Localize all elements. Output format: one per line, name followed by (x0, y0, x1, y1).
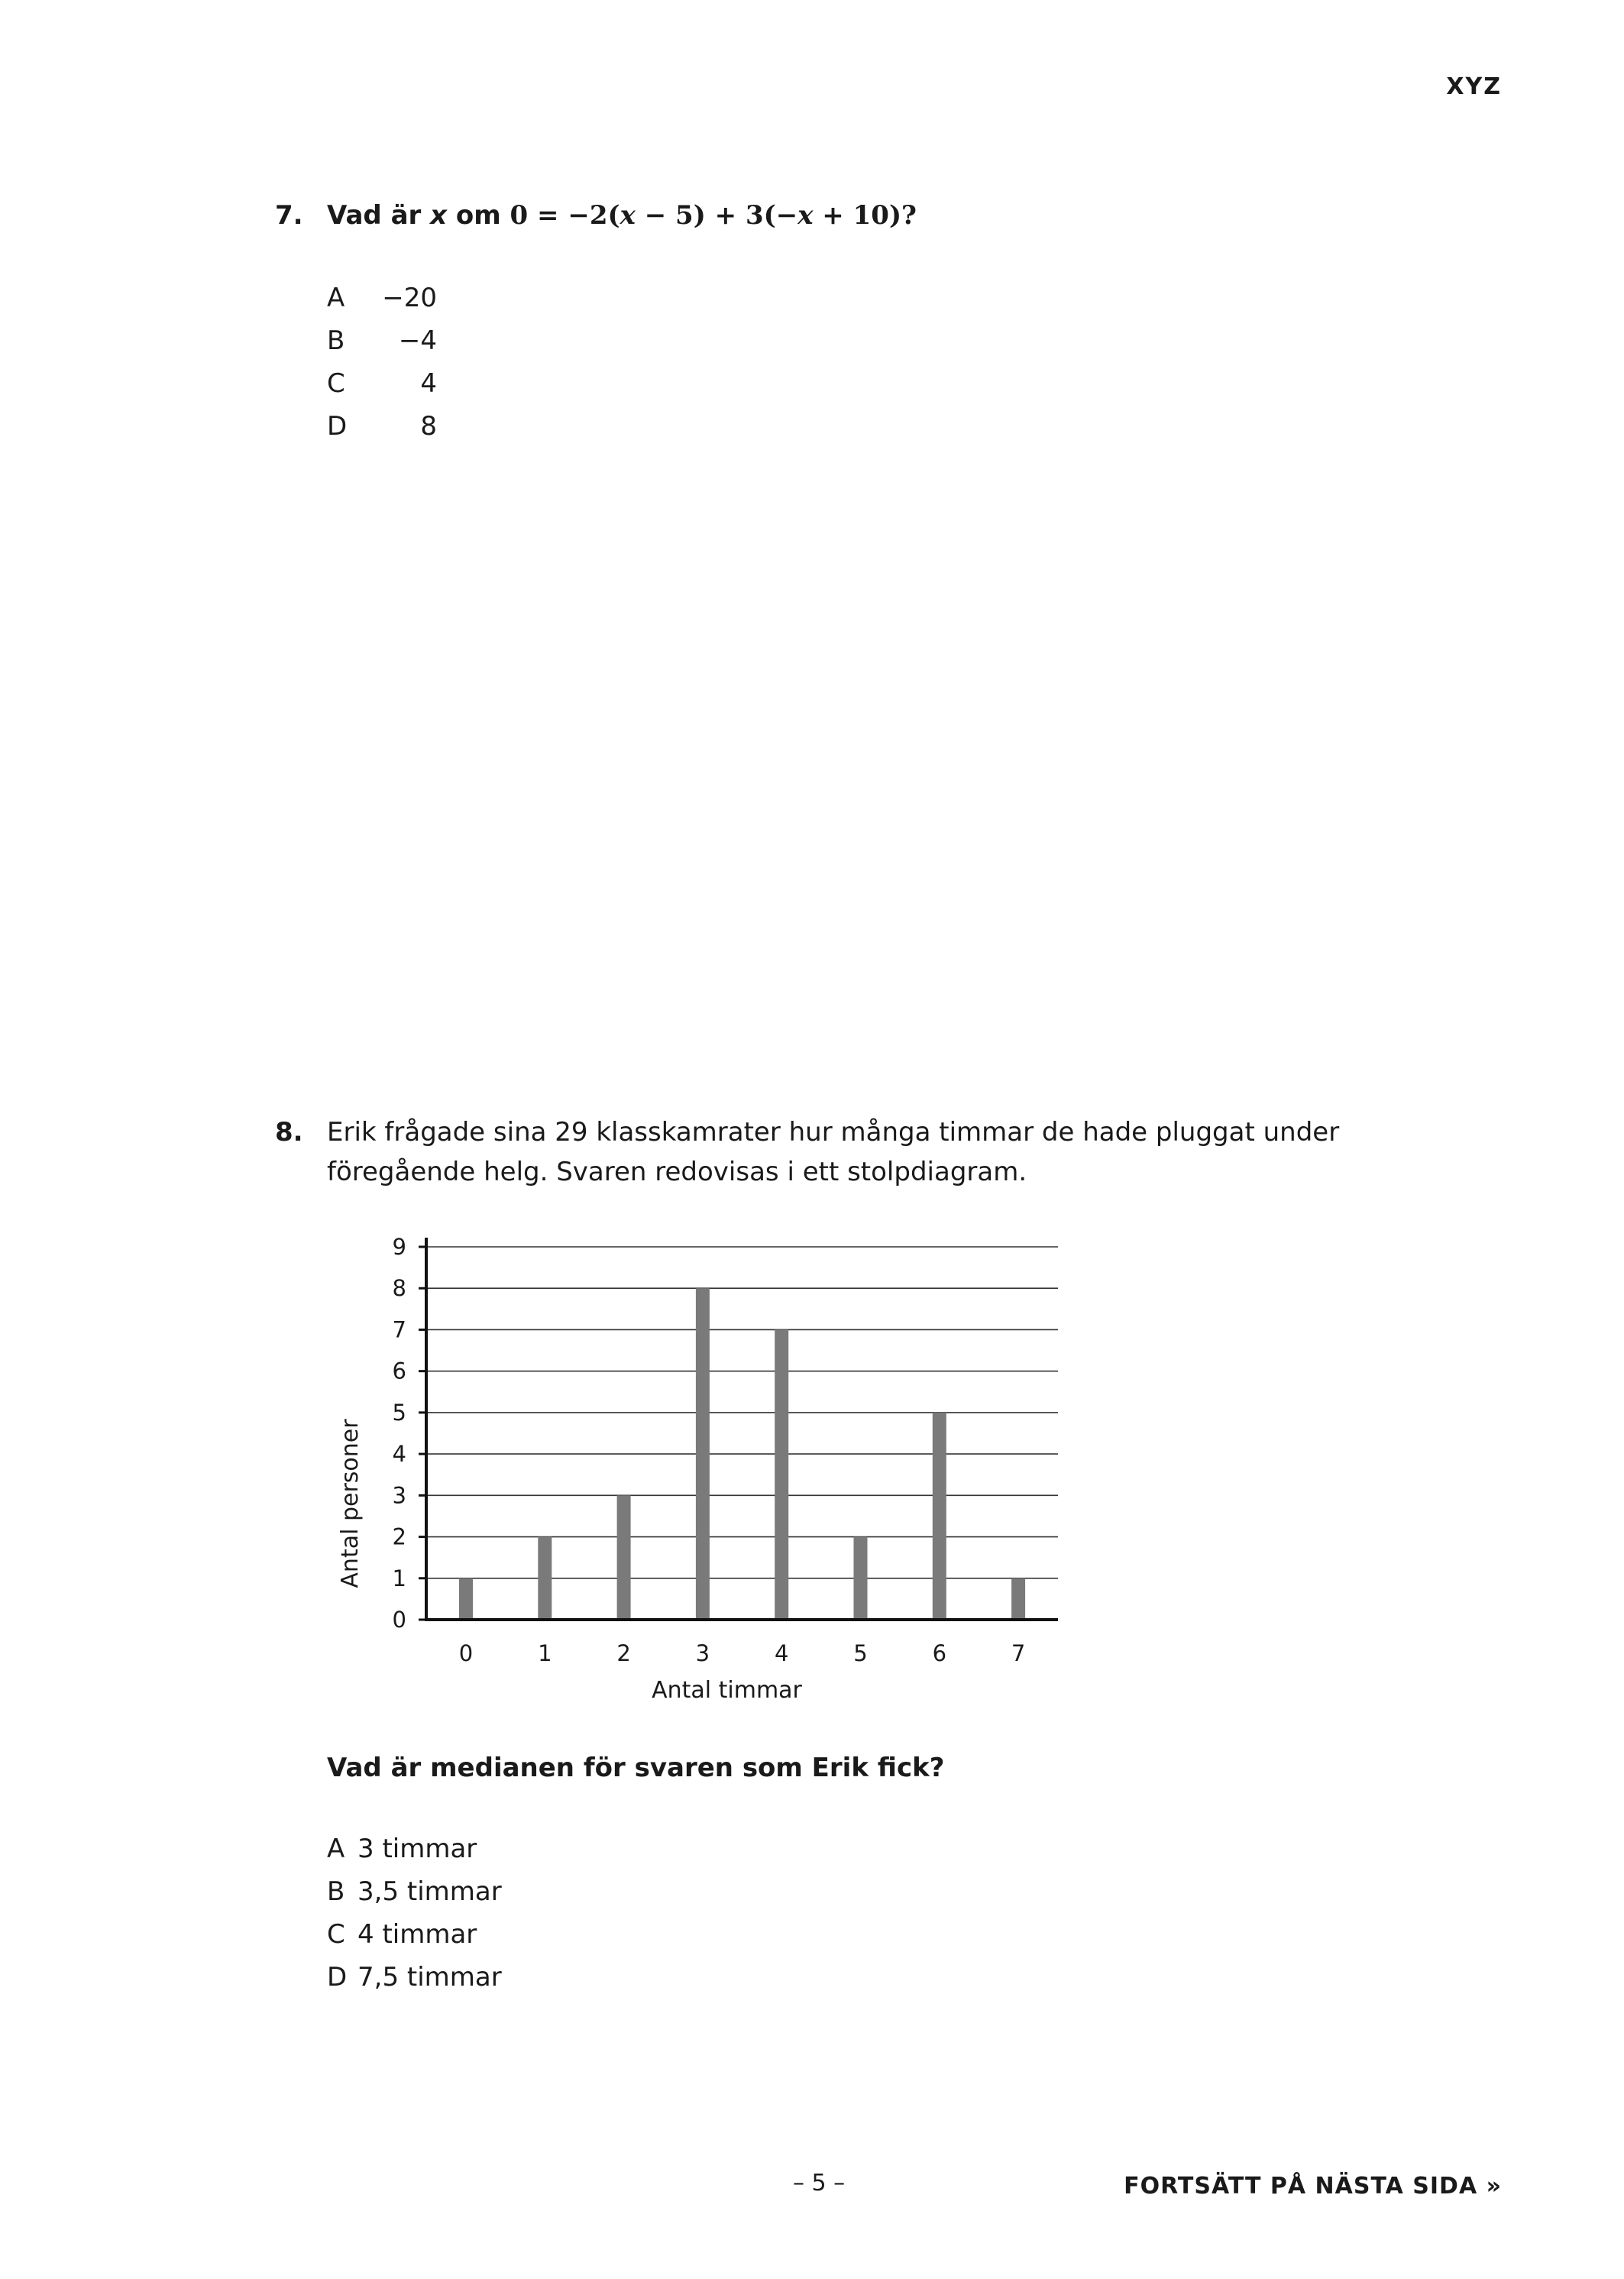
x-tick-label: 1 (538, 1640, 552, 1666)
y-tick-label: 9 (392, 1234, 406, 1260)
q8-option-c[interactable] (327, 1919, 477, 1950)
bar-4 (775, 1329, 788, 1620)
x-tick-label: 4 (774, 1640, 789, 1666)
q7-option-b[interactable] (327, 325, 437, 356)
bar-6 (933, 1413, 946, 1620)
y-tick-label: 7 (392, 1316, 406, 1343)
q8-option-b[interactable] (327, 1876, 502, 1907)
option-value: 3 timmar (357, 1834, 477, 1864)
q8-text-line2: föregående helg. Svaren redovisas i ett stolpdiagram. (327, 1157, 1027, 1187)
formula-x2: x (797, 200, 814, 231)
y-tick-label: 5 (392, 1399, 406, 1426)
option-letter: B (327, 1876, 345, 1907)
q8-number: 8. (275, 1117, 303, 1148)
header-code: XYZ (1446, 73, 1502, 100)
x-axis-label: Antal timmar (652, 1677, 802, 1704)
option-letter: D (327, 411, 348, 442)
formula-x1: x (620, 200, 636, 231)
bar-chart (306, 1222, 1085, 1711)
q8-option-d[interactable] (327, 1962, 502, 1993)
bar-2 (617, 1495, 631, 1620)
q7-option-a[interactable] (327, 283, 437, 313)
formula-part-a: 0 = −2( (510, 200, 620, 231)
option-value: 4 (420, 368, 437, 399)
bar-1 (538, 1537, 552, 1620)
formula-part-c: + 10)? (813, 200, 917, 231)
x-tick-label: 2 (616, 1640, 631, 1666)
q7-var: x (430, 200, 448, 231)
bar-5 (854, 1537, 868, 1620)
bar-0 (459, 1578, 473, 1620)
q7-option-c[interactable] (327, 368, 437, 399)
q7-number: 7. (275, 200, 303, 231)
option-value: 8 (420, 411, 437, 442)
option-value: −20 (382, 283, 437, 313)
q7-option-d[interactable] (327, 411, 437, 442)
option-value: 3,5 timmar (357, 1876, 502, 1907)
option-letter: A (327, 283, 345, 313)
option-value: −4 (398, 325, 437, 356)
y-axis-label: Antal personer (337, 1419, 364, 1588)
x-tick-label: 3 (695, 1640, 710, 1666)
y-tick-label: 3 (392, 1482, 406, 1509)
option-letter: B (327, 325, 345, 356)
option-value: 7,5 timmar (357, 1962, 502, 1993)
x-tick-label: 7 (1011, 1640, 1026, 1666)
x-tick-label: 0 (458, 1640, 474, 1666)
bar-7 (1011, 1578, 1025, 1620)
x-tick-label: 5 (853, 1640, 868, 1666)
bar-3 (696, 1288, 710, 1620)
q7-question (327, 200, 917, 231)
q7-prefix: Vad är (327, 200, 431, 231)
formula-part-b: − 5) + 3(− (635, 200, 798, 231)
option-value: 4 timmar (357, 1919, 477, 1950)
y-tick-label: 2 (392, 1523, 406, 1550)
continue-next-page: FORTSÄTT PÅ NÄSTA SIDA » (1124, 2173, 1502, 2200)
y-tick-label: 1 (392, 1565, 406, 1591)
option-letter: D (327, 1962, 348, 1993)
y-tick-label: 0 (392, 1607, 406, 1633)
page-number: – 5 – (793, 2170, 846, 2196)
y-tick-label: 8 (392, 1275, 406, 1302)
q8-option-a[interactable] (327, 1834, 477, 1864)
x-tick-label: 6 (932, 1640, 947, 1666)
y-tick-label: 6 (392, 1358, 406, 1384)
q7-formula (510, 200, 917, 231)
y-tick-label: 4 (392, 1441, 406, 1468)
option-letter: C (327, 1919, 345, 1950)
q8-question: Vad är medianen för svaren som Erik fick? (327, 1753, 945, 1783)
q8-text-line1: Erik frågade sina 29 klasskamrater hur många timmar de hade pluggat under (327, 1117, 1340, 1148)
option-letter: C (327, 368, 345, 399)
q7-mid: om (447, 200, 510, 231)
option-letter: A (327, 1834, 345, 1864)
